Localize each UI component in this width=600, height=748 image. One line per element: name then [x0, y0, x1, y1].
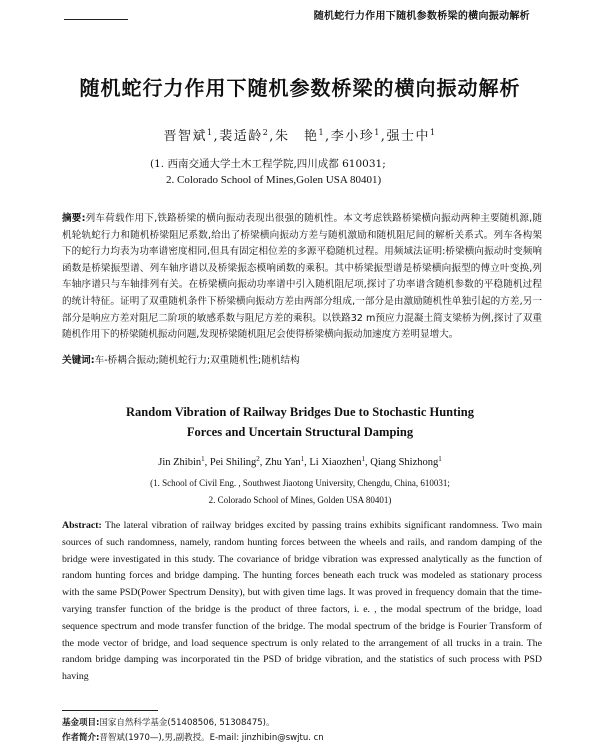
english-title-line-1: Random Vibration of Railway Bridges Due to Stochastic Hunting: [126, 405, 474, 419]
chinese-keywords: [62, 352, 542, 366]
author-affiliation-mark: 1: [374, 128, 381, 137]
author-bio-footnote: [62, 731, 324, 743]
author-name: Li Xiaozhen: [309, 457, 362, 468]
funding-label: 基金项目:: [62, 718, 100, 728]
author-affiliation-mark: 1: [206, 128, 214, 137]
chinese-affiliation-2: 2. Colorado School of Mines,Golen USA 80401): [166, 174, 382, 186]
chinese-title: 随机蛇行力作用下随机参数桥梁的横向振动解析: [79, 76, 521, 100]
funding-text: 国家自然科学基金(51408506, 51308475)。: [99, 718, 275, 728]
running-title: 随机蛇行力作用下随机参数桥梁的横向振动解析: [313, 11, 530, 22]
author-name: Pei Shiling: [209, 457, 257, 468]
abstract-text: 列车荷载作用下,铁路桥梁的横向振动表现出很强的随机性。本文考虑铁路桥梁横向振动两种主要随机源,随机轮轨蛇行力和随机桥梁阻尼系数,给出了桥梁横向振动方差与随机激励和随机阻尼间的解析关系式。列车各构架下的蛇行力均表为功率谱密度相同,但具有固定相位差的多源平稳随机过程。用频域法证明:桥梁横向振动时变频响函数是桥梁振型谱、列车轴序谱以及桥梁振态模响函数的乘积。其中桥梁振型谱是桥梁横向振型的傅立叶变换,列车轴序谱只与车轴排列有关。在桥梁横向振动功率谱中引入随机阻尼项,探讨了功率谱含随机参数的平稳随机过程的统计特征。证明了双重随机条件下桥梁横向振动方差由两部分组成,一部分是由激励随机性单独引起的方差,另一部分是响应方差对阻尼二阶项的敏感系数与阻尼方差的乘积。以铁路32 m预应力混凝土简支梁桥为例,探讨了双重随机作用下的桥梁随机振动问题,发现桥梁随机阻尼会使得桥梁横向振动加速度方差明显增大。: [62, 213, 542, 341]
author-affiliation-mark: 1: [429, 128, 437, 137]
english-abstract: [62, 518, 542, 686]
author-name: Qiang Shizhong: [370, 457, 439, 468]
english-affiliation-1: (1. School of Civil Eng. , Southwest Jiaotong University, Chengdu, China, 610031;: [150, 478, 450, 488]
author-name: 晋智斌: [163, 129, 207, 144]
author-affiliation-mark: 2: [262, 128, 270, 137]
author-name: Zhu Yan: [265, 457, 301, 468]
chinese-abstract: [62, 211, 542, 344]
abstract-label: 摘要:: [62, 213, 86, 224]
author-affiliation-mark: 1: [201, 455, 205, 463]
header-rule: [64, 19, 128, 20]
author-name: Jin Zhibin: [158, 457, 202, 468]
author-affiliation-mark: 2: [256, 455, 260, 463]
author-affiliation-mark: 1: [361, 455, 366, 463]
keywords-text: 车-桥耦合振动;随机蛇行力;双重随机性;随机结构: [94, 355, 300, 366]
author-affiliation-mark: 1: [300, 455, 305, 463]
author-name: 朱 艳: [274, 129, 319, 144]
abstract-label: Abstract:: [62, 520, 102, 531]
author-name: 强士中: [386, 129, 430, 144]
english-authors: Jin Zhibin$^1$, Pei Shiling$^2$, Zhu Yan$^1$, Li Xiaozhen$^1$, Qiang Shizhong$^1$: [158, 455, 442, 468]
funding-footnote: [62, 716, 274, 728]
running-header: [0, 8, 600, 22]
author-affiliation-mark: 1: [318, 128, 326, 137]
author-bio-label: 作者简介:: [62, 733, 100, 743]
abstract-text: The lateral vibration of railway bridges excited by passing trains exhibits significant randomness. Two main sources of such randomness, namely, random hunting forces between the wheels and rails, and random damping of the bridge were investigated in this study. The covariance of bridge vibration was expressed analytically as the function of random hunting forces and bridge damping. The hunting forces beneath each truck was modeled as stationary process with the same PSD(Power Spectrum Density), but with given time lags. It was proved in frequency domain that the time-varying transfer function of the bridge is the product of three factors, i. e. , the modal spectrum of the bridge, load sequence spectrum and mode transfer function of the bridge. The modal spectrum of the bridge is Fourier Transform of the mode vector of bridge, and load sequence spectrum is only related to the arrangement of all trucks in a train. The random bridge damping was incorporated tin the PSD of bridge vibration, and the statistics of such process with PSD having: [62, 520, 542, 683]
chinese-affiliation-1: (1. 西南交通大学土木工程学院,四川成都 610031;: [150, 158, 386, 170]
chinese-authors: 晋智斌$^1$,裴适龄$^2$,朱 艳$^1$,李小珍$^1$,强士中$^1$: [163, 128, 437, 144]
author-name: 李小珍: [330, 129, 375, 144]
english-title-line-2: Forces and Uncertain Structural Damping: [186, 425, 414, 439]
keywords-label: 关键词:: [62, 355, 95, 366]
author-bio-text: 晋智斌(1970—),男,副教授。E-mail: jinzhibin@swjtu. cn: [99, 733, 324, 743]
author-name: 裴适龄: [219, 129, 263, 144]
author-affiliation-mark: 1: [438, 455, 442, 463]
english-affiliation-2: 2. Colorado School of Mines, Golden USA 80401): [208, 495, 392, 505]
footnote-rule: [62, 710, 158, 711]
